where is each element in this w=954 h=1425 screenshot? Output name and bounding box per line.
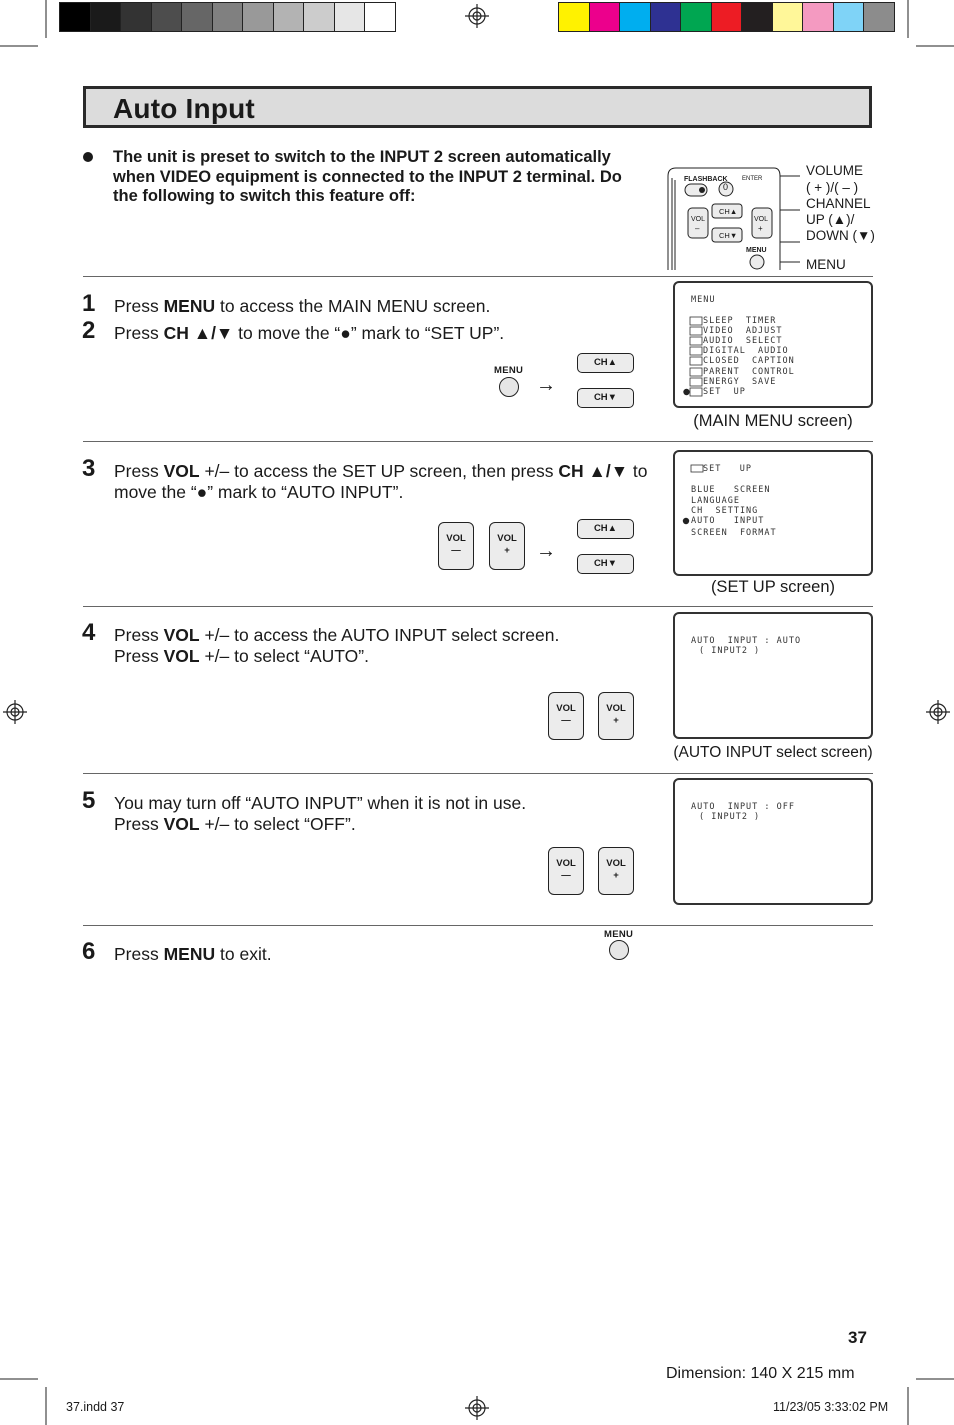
divider xyxy=(83,606,873,607)
step-number: 6 xyxy=(82,938,96,965)
registration-mark-right xyxy=(926,700,950,724)
channel-down-label: DOWN (▼) xyxy=(806,228,875,243)
volume-label-signs: ( + )/( – ) xyxy=(806,180,859,195)
vol-plus-button-icon: VOL + xyxy=(598,692,634,740)
timestamp: 11/23/05 3:33:02 PM xyxy=(773,1400,889,1414)
menu-item: PARENT CONTROL xyxy=(703,367,795,377)
menu-item: VIDEO ADJUST xyxy=(703,326,783,336)
remote-ch-down: CH▼ xyxy=(719,231,738,240)
menu-item: DIGITAL AUDIO xyxy=(703,346,789,356)
step-number: 2 xyxy=(82,317,96,344)
menu-item: SLEEP TIMER xyxy=(703,316,777,326)
setup-screen: SET UP BLUE SCREEN LANGUAGE CH SETTING AUTO INPUT SCREEN FORMAT xyxy=(673,450,873,576)
flashback-label: FLASHBACK xyxy=(684,176,728,183)
divider xyxy=(83,276,873,277)
remote-menu-label: MENU xyxy=(746,247,767,254)
remote-vol-minus-label: VOL xyxy=(691,216,706,223)
registration-mark-bottom xyxy=(465,1396,489,1420)
menu-button-icon xyxy=(499,377,519,397)
remote-plus-sign: + xyxy=(758,224,763,233)
setup-icons xyxy=(681,462,711,532)
channel-up-label: UP (▲)/ xyxy=(806,212,855,227)
vol-plus-button-icon: VOL + xyxy=(598,847,634,895)
step-3-text: Press VOL +/– to access the SET UP screen, then press CH ▲/▼ to move the “●” mark to “AUTO INPUT”. xyxy=(114,461,648,502)
channel-label: CHANNEL xyxy=(806,196,871,211)
setup-item: BLUE SCREEN xyxy=(691,485,771,495)
step-1-text: Press MENU to access the MAIN MENU screen. xyxy=(114,296,491,316)
step-number: 4 xyxy=(82,619,96,646)
remote-vol-plus-label: VOL xyxy=(754,216,769,223)
divider xyxy=(83,773,873,774)
setup-caption: (SET UP screen) xyxy=(710,578,836,596)
step-4-text: Press VOL +/– to access the AUTO INPUT select screen. Press VOL +/– to select “AUTO”. xyxy=(114,625,560,666)
vol-minus-button-icon: VOL — xyxy=(548,692,584,740)
step-5-text: You may turn off “AUTO INPUT” when it is not in use. Press VOL +/– to select “OFF”. xyxy=(114,793,527,834)
menu-button-label: MENU xyxy=(494,365,524,376)
step-number: 3 xyxy=(82,455,96,482)
enter-label: ENTER xyxy=(742,176,763,182)
step-2-text: Press CH ▲/▼ to move the “●” mark to “SET UP”. xyxy=(114,323,505,343)
menu-item: ENERGY SAVE xyxy=(703,377,777,387)
auto-input-off-screen: AUTO INPUT : OFF ( INPUT2 ) xyxy=(673,778,873,905)
step-6-text: Press MENU to exit. xyxy=(114,944,272,964)
ch-up-button-icon: CH▲ xyxy=(577,353,634,373)
step-number: 1 xyxy=(82,290,96,317)
zero-button-label: 0 xyxy=(723,182,729,192)
selection-dot-icon xyxy=(683,518,689,524)
menu-button-label: MENU xyxy=(604,929,634,940)
menu-item-icons xyxy=(683,316,705,398)
ch-up-button-icon: CH▲ xyxy=(577,519,634,539)
arrow-icon: → xyxy=(536,540,556,562)
divider xyxy=(83,925,873,926)
volume-label: VOLUME xyxy=(806,163,864,178)
section-title-bar xyxy=(83,86,872,128)
auto-input-caption: (AUTO INPUT select screen) xyxy=(673,744,873,761)
setup-item-selected: AUTO INPUT xyxy=(691,516,765,526)
setup-item: LANGUAGE xyxy=(691,496,740,506)
ch-down-button-icon: CH▼ xyxy=(577,388,634,408)
ch-down-button-icon: CH▼ xyxy=(577,554,634,574)
divider xyxy=(83,441,873,442)
vol-minus-button-icon: VOL — xyxy=(548,847,584,895)
vol-plus-button-icon: VOL + xyxy=(489,522,525,570)
vol-minus-button-icon: VOL — xyxy=(438,522,474,570)
menu-button-icon xyxy=(609,940,629,960)
selection-dot-icon xyxy=(683,389,689,395)
remote-control-illustration xyxy=(662,162,802,272)
menu-callout-label: MENU xyxy=(806,257,846,272)
setup-item: CH SETTING xyxy=(691,506,759,516)
dimension-note: Dimension: 140 X 215 mm xyxy=(666,1365,855,1382)
setup-item: SCREEN FORMAT xyxy=(691,528,777,538)
arrow-icon: → xyxy=(536,374,556,396)
registration-mark-top xyxy=(465,4,489,28)
menu-item: CLOSED CAPTION xyxy=(703,356,795,366)
main-menu-caption: (MAIN MENU screen) xyxy=(693,412,853,430)
remote-minus-sign: – xyxy=(695,224,700,233)
page-number: 37 xyxy=(848,1328,867,1347)
registration-mark-left xyxy=(3,700,27,724)
page-title: Auto Input xyxy=(113,93,255,124)
remote-ch-up: CH▲ xyxy=(719,207,738,216)
auto-input-select-screen: AUTO INPUT : AUTO ( INPUT2 ) xyxy=(673,612,873,739)
bullet-icon xyxy=(83,152,93,162)
menu-item-selected: SET UP xyxy=(703,387,746,397)
file-name: 37.indd 37 xyxy=(66,1400,125,1414)
menu-item: AUDIO SELECT xyxy=(703,336,783,346)
intro-text: The unit is preset to switch to the INPUT 2 screen automatically when VIDEO equipment is connected to the INPUT 2 terminal. Do the following to switch this feature off: xyxy=(113,148,622,205)
step-number: 5 xyxy=(82,787,96,814)
main-menu-screen: MENU SLEEP TIMER VIDEO ADJUST AUDIO SELECT DIGITAL AUDIO CLOSED CAPTION PARENT CONTROL ENERGY SAVE SET UP xyxy=(673,281,873,408)
